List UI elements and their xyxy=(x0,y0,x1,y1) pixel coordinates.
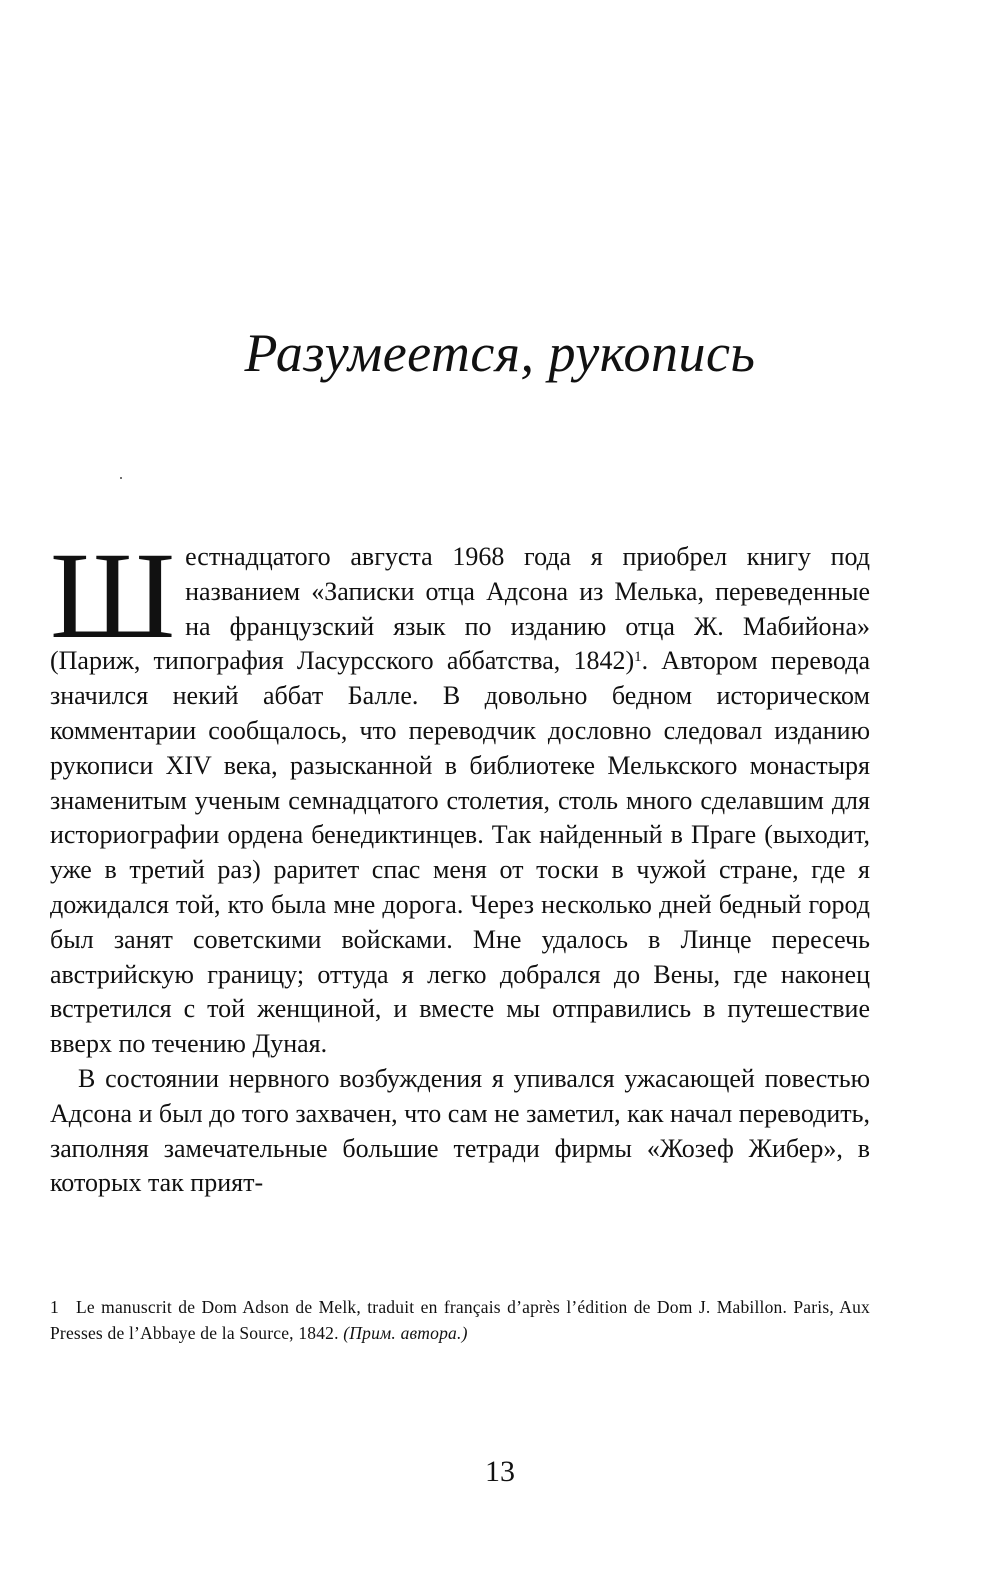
print-speck xyxy=(120,477,122,479)
footnote-text: Le manuscrit de Dom Adson de Melk, traduit en français d’après l’édition de Dom J. Mabillon. Paris, Aux Presses de l’Abbaye de la Source, 1842. xyxy=(50,1297,870,1343)
footnote-number: 1 xyxy=(50,1297,59,1317)
main-text xyxy=(50,527,870,1201)
footnote-reference[interactable]: 1 xyxy=(634,649,642,666)
page-number: 13 xyxy=(485,1455,515,1488)
drop-cap: Ш xyxy=(50,527,174,664)
paragraph-2: В состоянии нервного возбуждения я упивался ужасающей повестью Адсона и был до того захвачен, что сам не заметил, как начал переводить, заполняя замечательные большие тетради фирмы «Жозеф Жибер», в которых так прият- xyxy=(50,1063,870,1198)
paragraph-1-continued: . Автором перевода значился некий аббат Балле. В довольно бедном историческом комментарии сообщалось, что переводчик дословно следовал изданию рукописи XIV века, разысканной в библиотеке Мелькского монастыря знаменитым ученым семнадцатого столетия, столь много сделавшим для историографии ордена бенедиктинцев. Так найденный в Праге (выходит, уже в третий раз) раритет спас меня от тоски в чужой стране, где я дожидался той, кто была мне дорога. Через несколько дней бедный город был занят советскими войсками. Мне удалось в Линце пересечь австрийскую границу; оттуда я легко добрался до Вены, где наконец встретился с той женщиной, и вместе мы отправились в путешествие вверх по течению Дуная. xyxy=(50,646,870,1059)
paragraph-1-text: естнадцатого августа 1968 года я приобрел книгу под названием «Записки отца Адсона из Мелька, переведенные на французский язык по изданию отца Ж. Мабийона» (Париж, типография Ласурсского аббатства, 1842) xyxy=(50,542,870,676)
footnote-author-note: (Прим. автора.) xyxy=(343,1323,468,1343)
paragraph-1 xyxy=(50,527,870,1062)
footnotes xyxy=(50,1294,870,1346)
chapter-title: Разумеется, рукопись xyxy=(244,323,756,383)
footnote-item xyxy=(50,1294,870,1346)
